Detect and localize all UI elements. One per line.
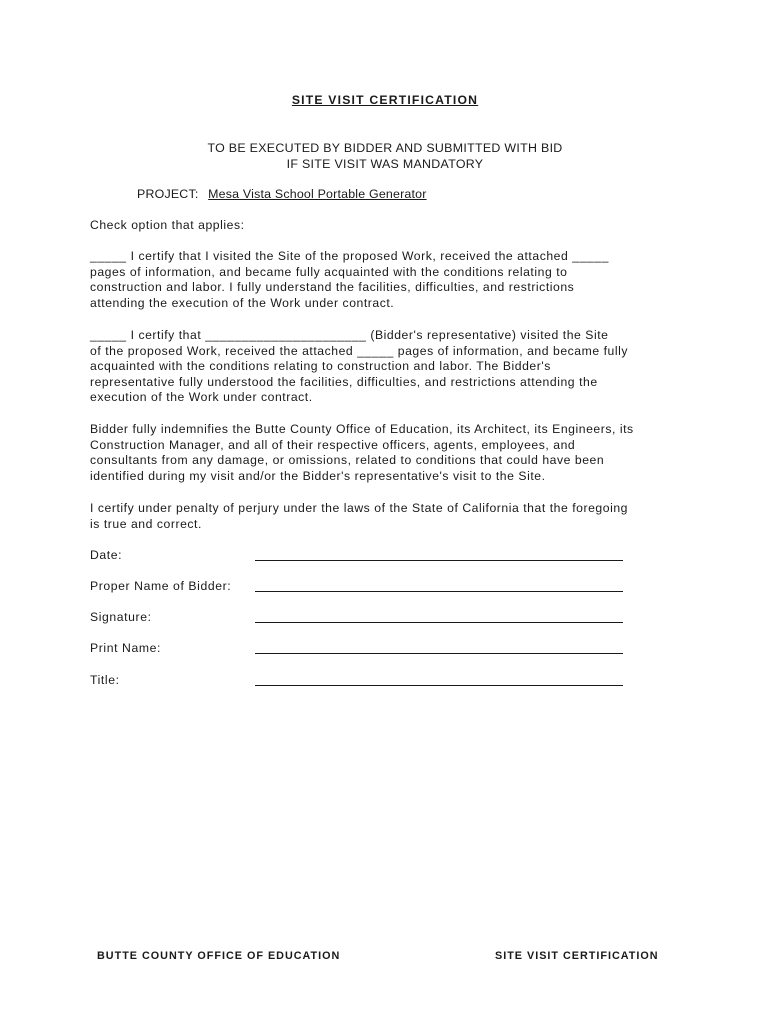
indemnification-paragraph: Bidder fully indemnifies the Butte County Office of Education, its Architect, its Engineers, its Construction Manager, and all of their respective officers, agents, employees, and consultants from any damage, or omissions, related to conditions that could have been identified during my visit and/or the Bidder's representative's visit to the Site.	[90, 422, 634, 483]
footer-right: SITE VISIT CERTIFICATION	[495, 950, 659, 962]
date-label: Date:	[90, 548, 123, 562]
option-one-paragraph: _____ I certify that I visited the Site of the proposed Work, received the attached _____ pages of information, and became fully acquainted with the conditions relating to construction and labor. I fully understand the facilities, difficulties, and restrictions attending the execution of the Work under contract.	[90, 249, 609, 310]
option-two-paragraph: _____ I certify that ______________________ (Bidder's representative) visited the Site of the proposed Work, received the attached _____ pages of information, and became fully acquainted with the conditions relating to construction and labor. The Bidder's representative fully understood the facilities, difficulties, and restrictions attending the execution of the Work under contract.	[90, 328, 629, 405]
perjury-paragraph: I certify under penalty of perjury under the laws of the State of California that the foregoing is true and correct.	[90, 501, 628, 531]
subtitle-line-2: IF SITE VISIT WAS MANDATORY	[286, 157, 484, 171]
project-name: Mesa Vista School Portable Generator	[208, 187, 427, 201]
footer-left: BUTTE COUNTY OFFICE OF EDUCATION	[97, 950, 341, 962]
print-name-label: Print Name:	[90, 641, 161, 655]
bidder-name-label: Proper Name of Bidder:	[90, 579, 232, 593]
document-title-block	[0, 93, 770, 107]
date-signature-line[interactable]	[255, 560, 623, 561]
title-label: Title:	[90, 673, 120, 687]
check-option-text: Check option that applies:	[90, 218, 245, 232]
signature-label: Signature:	[90, 610, 152, 624]
subtitle-line-1: TO BE EXECUTED BY BIDDER AND SUBMITTED WITH BID	[207, 141, 563, 155]
project-line	[137, 187, 427, 201]
document-title: SITE VISIT CERTIFICATION	[291, 93, 479, 107]
title-line[interactable]	[255, 685, 623, 686]
bidder-name-line[interactable]	[255, 591, 623, 592]
project-label: PROJECT:	[137, 187, 199, 201]
print-name-line[interactable]	[255, 653, 623, 654]
signature-line[interactable]	[255, 622, 623, 623]
